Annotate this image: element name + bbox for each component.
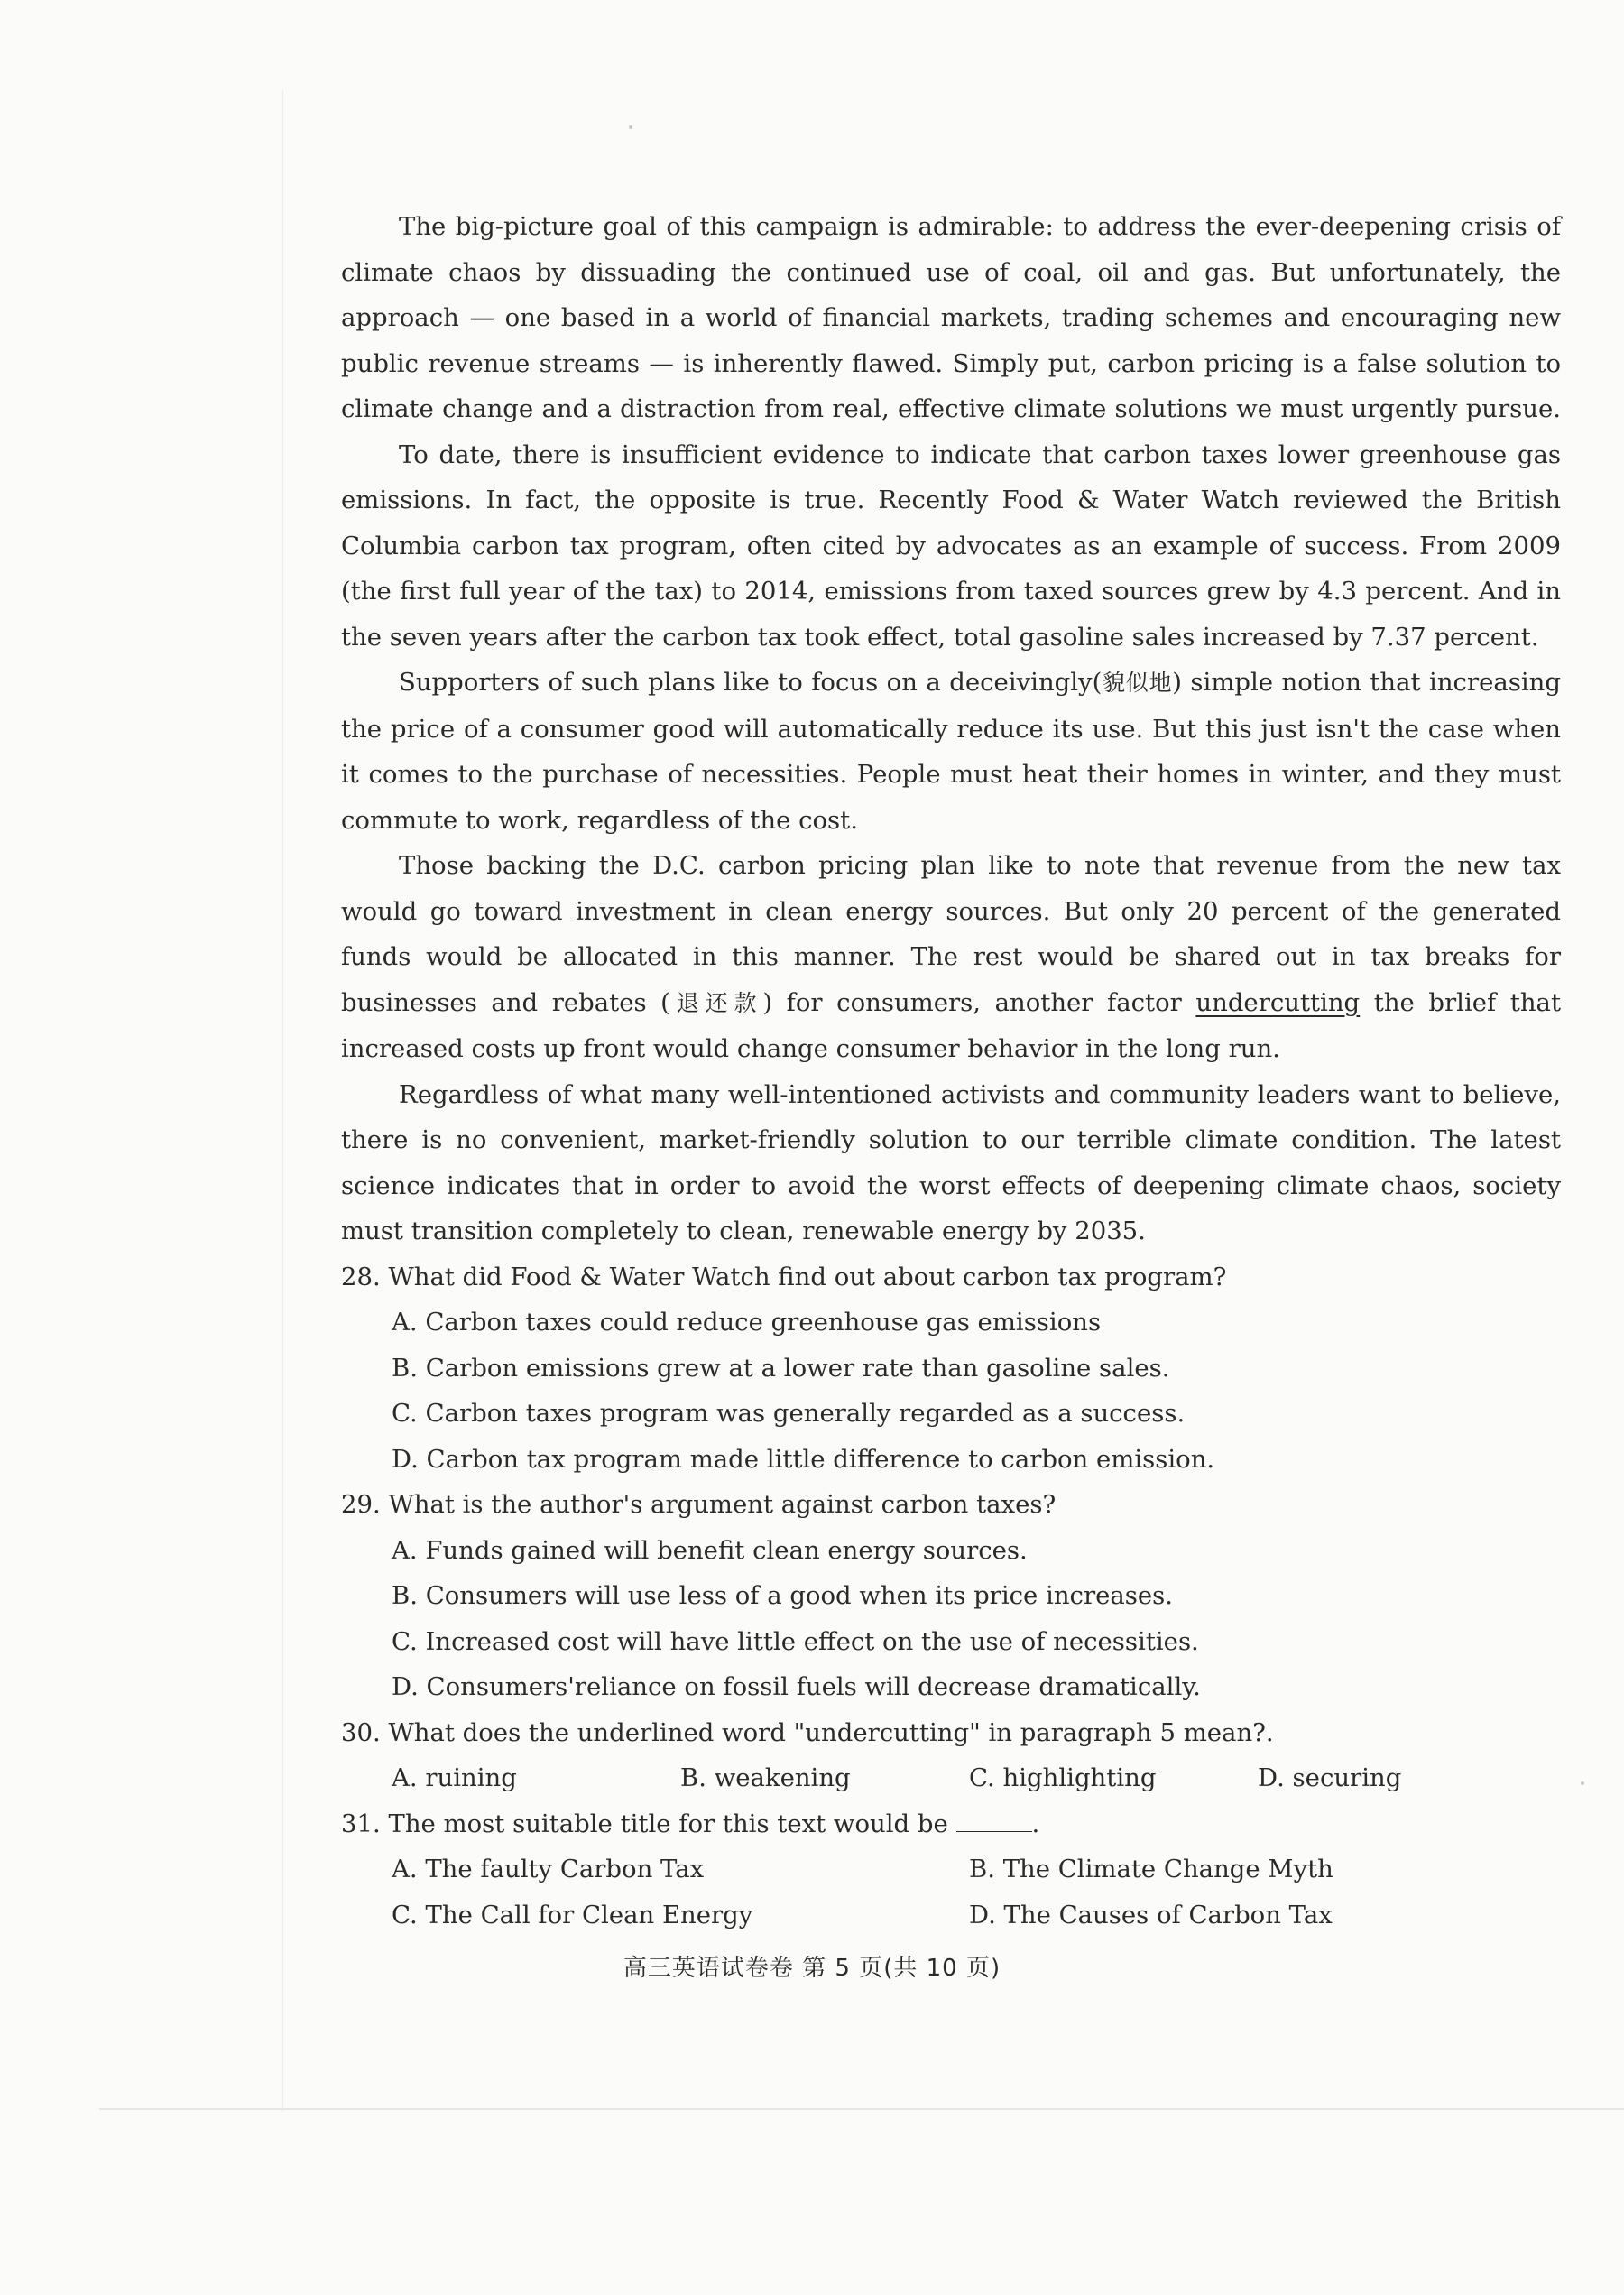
paragraph-2: To date, there is insufficient evidence to indicate that carbon taxes lower greenhouse gas emissions. In fact, the opposite is true. Recently Food & Water Watch reviewed the British Columbia carbon tax program, often cited by advocates as an example of success. From 2009 (the first full year of the tax) to 2014, emissions from taxed sources grew by 4.3 percent. And in the seven years after the carbon tax took effect, total gasoline sales increased by 7.37 percent. [341,440,1561,652]
chinese-gloss: 退还款 [669,989,763,1016]
option-d: D. Consumers'reliance on fossil fuels will decrease dramatically. [392,1672,1201,1701]
question-29 [341,1482,1561,1710]
underlined-word: undercutting [1195,987,1361,1017]
option-row [341,1892,1561,1939]
scan-speck [1581,1781,1584,1785]
option-b: B. Carbon emissions grew at a lower rate than gasoline sales. [392,1353,1170,1383]
option-b: B. The Climate Change Myth [969,1855,1333,1883]
option-row [341,1846,1561,1892]
answer-blank [956,1809,1032,1832]
option-a: A. ruining [392,1763,517,1792]
option-c: C. highlighting [969,1763,1157,1792]
option-b: B. weakening [680,1763,851,1792]
option-d: D. securing [1258,1763,1402,1792]
scan-speck [629,125,632,129]
question-31 [341,1801,1561,1939]
option-c: C. The Call for Clean Energy [392,1900,753,1929]
question-stem: 30. What does the underlined word "undercutting" in paragraph 5 mean?. [341,1717,1274,1747]
option-a: A. Carbon taxes could reduce greenhouse gas emissions [392,1308,1102,1337]
chinese-gloss: 貌似地 [1102,670,1173,696]
question-28 [341,1254,1561,1483]
option-a: A. Funds gained will benefit clean energy sources. [392,1535,1028,1565]
paragraph-4: Those backing the D.C. carbon pricing plan like to note that revenue from the new tax would go toward investment in clean energy sources. But only 20 percent of the generated funds would be allocated in this manner. The rest would be shared out in tax breaks for businesses and rebates (退还款) for consumers, another factor undercutting the brlief that increased costs up front would change consumer behavior in the long run. [341,851,1562,1063]
option-b: B. Consumers will use less of a good when its price increases. [392,1581,1173,1610]
option-d: D. The Causes of Carbon Tax [969,1900,1333,1929]
option-c: C. Carbon taxes program was generally regarded as a success. [392,1399,1186,1428]
question-stem: 31. The most suitable title for this text would be . [341,1809,1040,1838]
binding-margin-line [282,90,283,2112]
option-d: D. Carbon tax program made little difference to carbon emission. [392,1444,1215,1474]
paragraph-1: The big-picture goal of this campaign is admirable: to address the ever-deepening crisis of climate chaos by dissuading the continued use of coal, oil and gas. But unfortunately, the approach — one based in a world of financial markets, trading schemes and encouraging new public revenue streams — is inherently flawed. Simply put, carbon pricing is a false solution to climate change and a distraction from real, effective climate solutions we must urgently pursue. [341,212,1561,423]
page-footer: 高三英语试卷卷 第 5 页(共 10 页) [623,1955,1001,1982]
option-c: C. Increased cost will have little effect on the use of necessities. [392,1626,1199,1656]
page-bottom-edge [99,2108,1624,2110]
paragraph-5: Regardless of what many well-intentioned activists and community leaders want to believe, there is no convenient, market-friendly solution to our terrible climate condition. The latest science indicates that in order to avoid the worst effects of deepening climate chaos, society must transition completely to clean, renewable energy by 2035. [341,1079,1561,1245]
question-stem: 28. What did Food & Water Watch find out about carbon tax program? [341,1262,1227,1291]
question-stem: 29. What is the author's argument against carbon taxes? [341,1490,1057,1519]
paragraph-3: Supporters of such plans like to focus on a deceivingly(貌似地) simple notion that increasing the price of a consumer good will automatically reduce its use. But this just isn't the case when it comes to the purchase of necessities. People must heat their homes in winter, and they must commute to work, regardless of the cost. [341,668,1561,835]
reading-passage [341,204,1561,1938]
question-30 [341,1710,1561,1801]
option-a: A. The faulty Carbon Tax [392,1855,705,1883]
option-row [341,1755,1561,1801]
